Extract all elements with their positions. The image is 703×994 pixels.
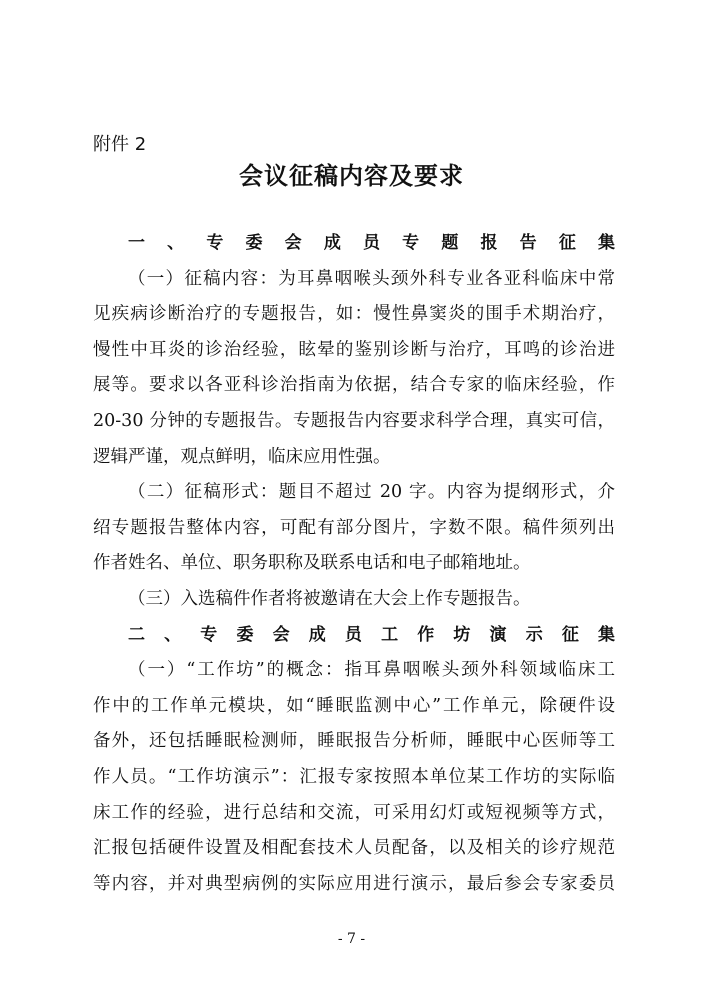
section-heading-2: 二、专委会成员工作坊演示征集	[128, 624, 615, 645]
paragraph-line: 展等。要求以各亚科诊治指南为依据，结合专家的临床经验，作	[93, 375, 615, 396]
paragraph-line: 床工作的经验，进行总结和交流，可采用幻灯或短视频等方式，	[93, 802, 615, 823]
paragraph-line: （一）“工作坊”的概念：指耳鼻咽喉头颈外科领域临床工	[128, 660, 615, 681]
paragraph-line: （一）征稿内容：为耳鼻咽喉头颈外科专业各亚科临床中常	[128, 268, 615, 289]
page-number: - 7 -	[337, 931, 366, 947]
attachment-label: 附件 2	[93, 134, 147, 155]
paragraph-line: 见疾病诊断治疗的专题报告，如：慢性鼻窦炎的围手术期治疗，	[93, 304, 615, 325]
paragraph-line: 作中的工作单元模块，如“睡眠监测中心”工作单元，除硬件设	[93, 695, 615, 716]
paragraph-line: 慢性中耳炎的诊治经验，眩晕的鉴别诊断与治疗，耳鸣的诊治进	[93, 339, 615, 360]
paragraph-line: 作人员。“工作坊演示”：汇报专家按照本单位某工作坊的实际临	[93, 766, 615, 787]
paragraph-line: （三）入选稿件作者将被邀请在大会上作专题报告。	[128, 588, 531, 609]
paragraph-line: 等内容，并对典型病例的实际应用进行演示，最后参会专家委员	[93, 873, 615, 894]
document-title: 会议征稿内容及要求	[239, 162, 464, 190]
paragraph-line: 20-30 分钟的专题报告。专题报告内容要求科学合理，真实可信，	[93, 410, 615, 431]
paragraph-line: 作者姓名、单位、职务职称及联系电话和电子邮箱地址。	[93, 553, 531, 574]
paragraph-line: （二）征稿形式：题目不超过 20 字。内容为提纲形式，介	[128, 482, 615, 503]
section-heading-1: 一、专委会成员专题报告征集	[128, 233, 615, 253]
paragraph-line: 备外，还包括睡眠检测师，睡眠报告分析师，睡眠中心医师等工	[93, 731, 615, 752]
document-body	[93, 226, 615, 902]
paragraph-line: 绍专题报告整体内容，可配有部分图片，字数不限。稿件须列出	[93, 517, 615, 538]
paragraph-line: 汇报包括硬件设置及相配套技术人员配备，以及相关的诊疗规范	[93, 838, 615, 859]
paragraph-line: 逻辑严谨，观点鲜明，临床应用性强。	[93, 446, 391, 467]
